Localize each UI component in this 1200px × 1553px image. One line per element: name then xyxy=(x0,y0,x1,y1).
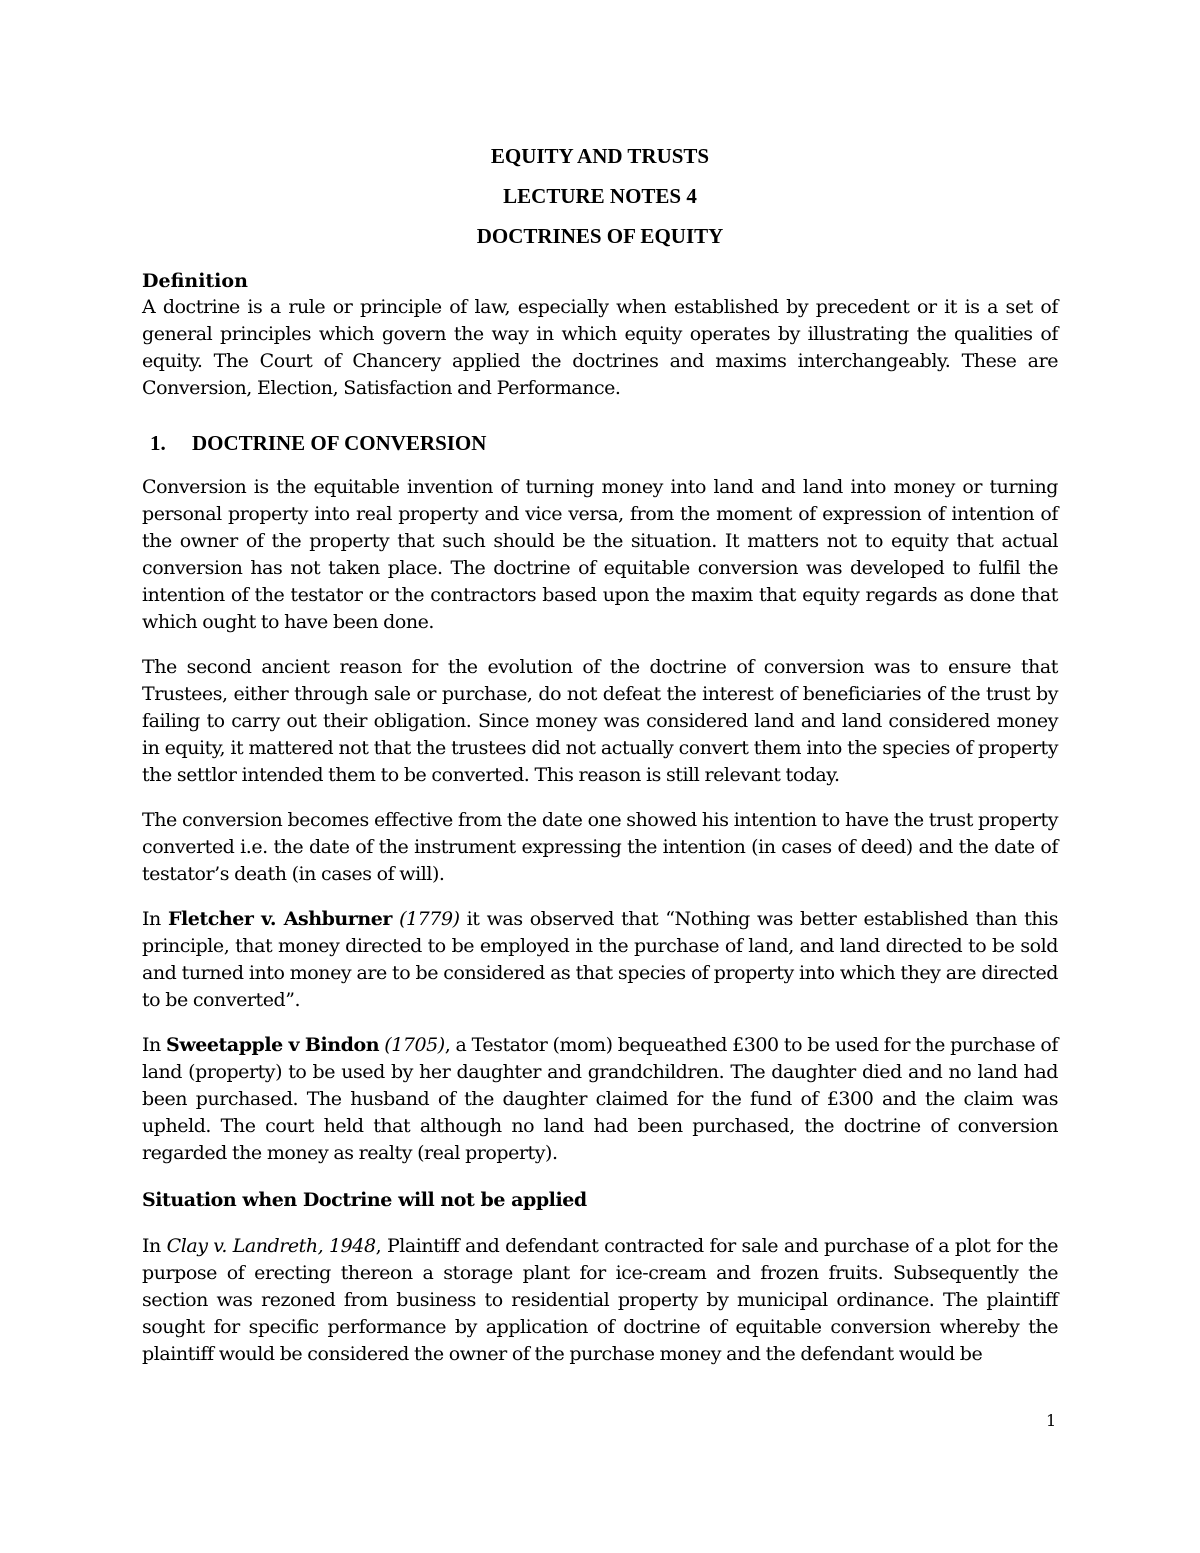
section-title: DOCTRINE OF CONVERSION xyxy=(192,431,487,455)
paragraph-sweetapple-case xyxy=(142,1032,1058,1167)
case-prefix: In xyxy=(142,1034,167,1056)
document-title: EQUITY AND TRUSTS xyxy=(490,144,710,168)
page-content xyxy=(142,140,1058,1368)
case-name-fletcher: Fletcher v. Ashburner xyxy=(167,908,392,930)
definition-paragraph: A doctrine is a rule or principle of law, especially when established by precedent or it is a set of general principles which govern the way in which equity operates by illustrating the qualities of equity. The Court of Chancery applied the doctrines and maxims interchangeably. These are Conversion, Election, Satisfaction and Performance. xyxy=(142,296,1058,399)
topic-title: DOCTRINES OF EQUITY xyxy=(476,224,724,248)
paragraph-second-reason: The second ancient reason for the evolution of the doctrine of conversion was to ensure that Trustees, either through sale or purchase, do not defeat the interest of beneficiaries of the trust by failing to carry out their obligation. Since money was considered land and land considered money in equity, it mattered not that the trustees did not actually convert them into the species of property the settlor intended them to be converted. This reason is still relevant today. xyxy=(142,656,1058,786)
page-number: 1 xyxy=(1046,1411,1057,1430)
case-text-fletcher: it was observed that “Nothing was better established than this principle, that money directed to be employed in the purchase of land, and land directed to be sold and turned into money are to be considered as that species of property into which they are directed to be converted”. xyxy=(142,908,1058,1011)
section-number: 1. xyxy=(150,431,166,455)
case-prefix: In xyxy=(142,908,168,930)
case-prefix: In xyxy=(142,1235,167,1257)
case-text-clay: , Plaintiff and defendant contracted for sale and purchase of a plot for the purpose of erecting thereon a storage plant for ice-cream and frozen fruits. Subsequently the section was rezoned from business to residential property by municipal ordinance. The plaintiff sought for specific performance by application of doctrine of equitable conversion whereby the plaintiff would be considered the owner of the purchase money and the defendant would be xyxy=(142,1235,1058,1365)
paragraph-effective-date: The conversion becomes effective from the date one showed his intention to have the trust property converted i.e. the date of the instrument expressing the intention (in cases of deed) and the date of testator’s death (in cases of will). xyxy=(142,809,1058,885)
case-year-sweetapple: (1705) xyxy=(384,1034,445,1056)
situation-heading: Situation when Doctrine will not be applied xyxy=(142,1189,587,1211)
paragraph-conversion-definition: Conversion is the equitable invention of turning money into land and land into money or turning personal property into real property and vice versa, from the moment of expression of intention of the owner of the property that such should be the situation. It matters not to equity that actual conversion has not taken place. The doctrine of equitable conversion was developed to fulfil the intention of the testator or the contractors based upon the maxim that equity regards as done that which ought to have been done. xyxy=(142,476,1058,633)
paragraph-fletcher-case xyxy=(142,906,1058,1014)
paragraph-clay-case xyxy=(142,1233,1058,1368)
lecture-subtitle: LECTURE NOTES 4 xyxy=(503,184,697,208)
case-text-sweetapple: , a Testator (mom) bequeathed £300 to be used for the purchase of land (property) to be used by her daughter and grandchildren. The daughter died and no land had been purchased. The husband of the daughter claimed for the fund of £300 and the claim was upheld. The court held that although no land had been purchased, the doctrine of conversion regarded the money as realty (real property). xyxy=(142,1034,1058,1164)
case-year-fletcher: (1779) xyxy=(399,908,460,930)
section-heading-conversion xyxy=(142,430,1058,456)
case-name-clay: Clay v. Landreth, 1948 xyxy=(166,1235,376,1257)
case-name-sweetapple: Sweetapple v Bindon xyxy=(166,1034,380,1056)
definition-heading: Definition xyxy=(142,270,248,292)
